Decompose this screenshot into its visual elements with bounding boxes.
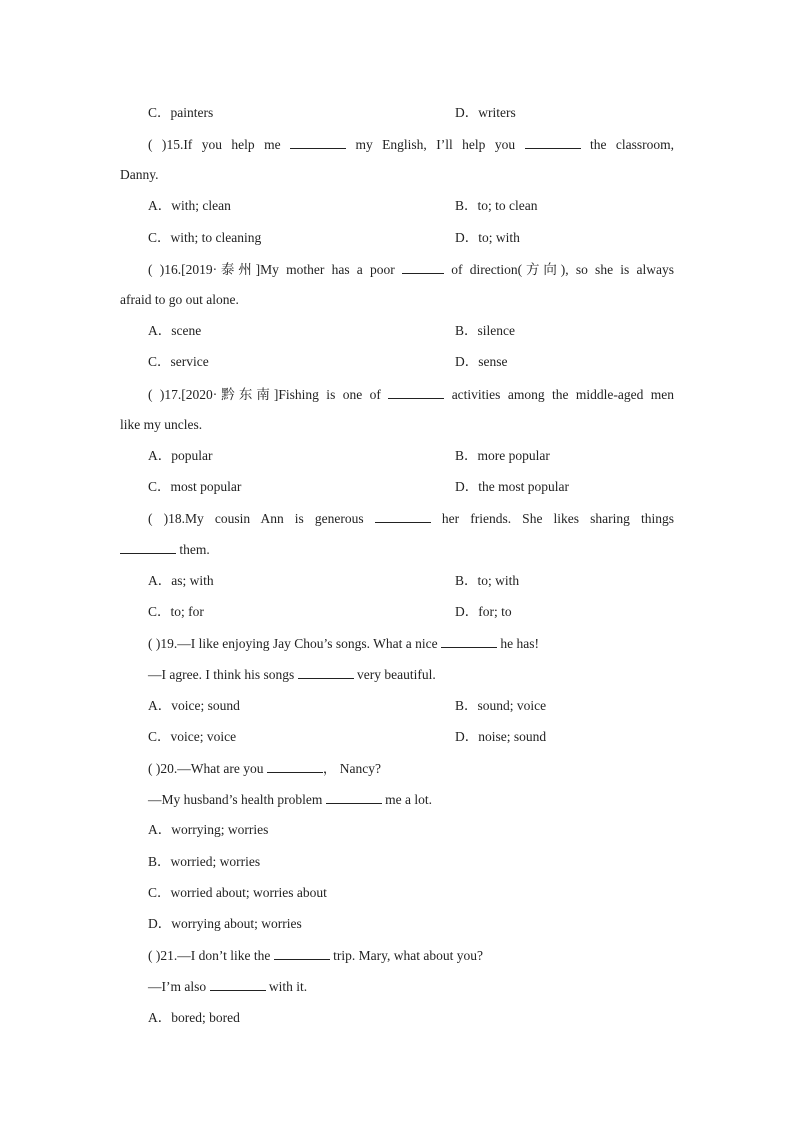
q15-option-a: A．with; clean — [148, 198, 231, 213]
q19-option-a: A．voice; sound — [148, 698, 240, 713]
q21-stem-line2: —I’m also with it. — [148, 979, 308, 994]
q20-option-d: D．worrying about; worries — [148, 916, 302, 931]
q16-stem-line1: ( )16.[2019·泰州]My mother has a poor of direction(方向), so she is always — [148, 262, 674, 277]
q19-option-d: D．noise; sound — [455, 729, 547, 744]
q14-option-d: D．writers — [455, 105, 516, 120]
answer-blank — [388, 385, 444, 399]
answer-blank — [326, 790, 382, 804]
answer-blank — [298, 665, 354, 679]
q14-option-c: C．painters — [148, 105, 214, 120]
q16-option-a: A．scene — [148, 323, 202, 338]
q17-stem-line2: like my uncles. — [120, 417, 203, 432]
q21-option-a: A．bored; bored — [148, 1010, 240, 1025]
q21-stem-line1: ( )21.—I don’t like the trip. Mary, what about you? — [148, 948, 483, 963]
answer-blank — [290, 135, 346, 149]
q20-stem-line2: —My husband’s health problem me a lot. — [148, 792, 432, 807]
q16-option-d: D．sense — [455, 354, 508, 369]
q18-option-a: A．as; with — [148, 573, 214, 588]
q18-option-c: C．to; for — [148, 604, 204, 619]
q15-option-c: C．with; to cleaning — [148, 230, 262, 245]
q17-option-b: B．more popular — [455, 448, 550, 463]
answer-blank — [267, 759, 323, 773]
q18-option-b: B．to; with — [455, 573, 520, 588]
q18-option-d: D．for; to — [455, 604, 512, 619]
q19-stem-line2: —I agree. I think his songs very beautiful. — [148, 667, 436, 682]
q18-stem-line1: ( )18.My cousin Ann is generous her friends. She likes sharing things — [148, 511, 674, 526]
q15-option-d: D．to; with — [455, 230, 520, 245]
q17-option-d: D．the most popular — [455, 479, 569, 494]
answer-blank — [441, 634, 497, 648]
q15-stem-line2: Danny. — [120, 167, 159, 182]
q20-stem-line1: ( )20.—What are you ， Nancy? — [148, 761, 381, 776]
answer-blank — [210, 977, 266, 991]
q20-option-c: C．worried about; worries about — [148, 885, 327, 900]
q17-stem-line1: ( )17.[2020·黔东南]Fishing is one of activities among the middle-aged men — [148, 387, 674, 402]
answer-blank — [375, 509, 431, 523]
q15-option-b: B．to; to clean — [455, 198, 538, 213]
q19-option-b: B．sound; voice — [455, 698, 547, 713]
q16-option-b: B．silence — [455, 323, 515, 338]
q17-option-c: C．most popular — [148, 479, 242, 494]
q18-stem-line2: them. — [120, 540, 674, 558]
q20-option-a: A．worrying; worries — [148, 822, 269, 837]
q16-stem-line2: afraid to go out alone. — [120, 292, 239, 307]
q20-option-b: B．worried; worries — [148, 854, 261, 869]
answer-blank — [274, 946, 330, 960]
answer-blank — [525, 135, 581, 149]
answer-blank — [120, 540, 176, 554]
q15-stem-line1: ( )15.If you help me my English, I’ll help you the classroom, — [148, 137, 675, 152]
q19-stem-line1: ( )19.—I like enjoying Jay Chou’s songs. What a nice he has! — [148, 636, 539, 651]
q17-option-a: A．popular — [148, 448, 213, 463]
q16-option-c: C．service — [148, 354, 209, 369]
answer-blank — [402, 260, 444, 274]
q19-option-c: C．voice; voice — [148, 729, 237, 744]
